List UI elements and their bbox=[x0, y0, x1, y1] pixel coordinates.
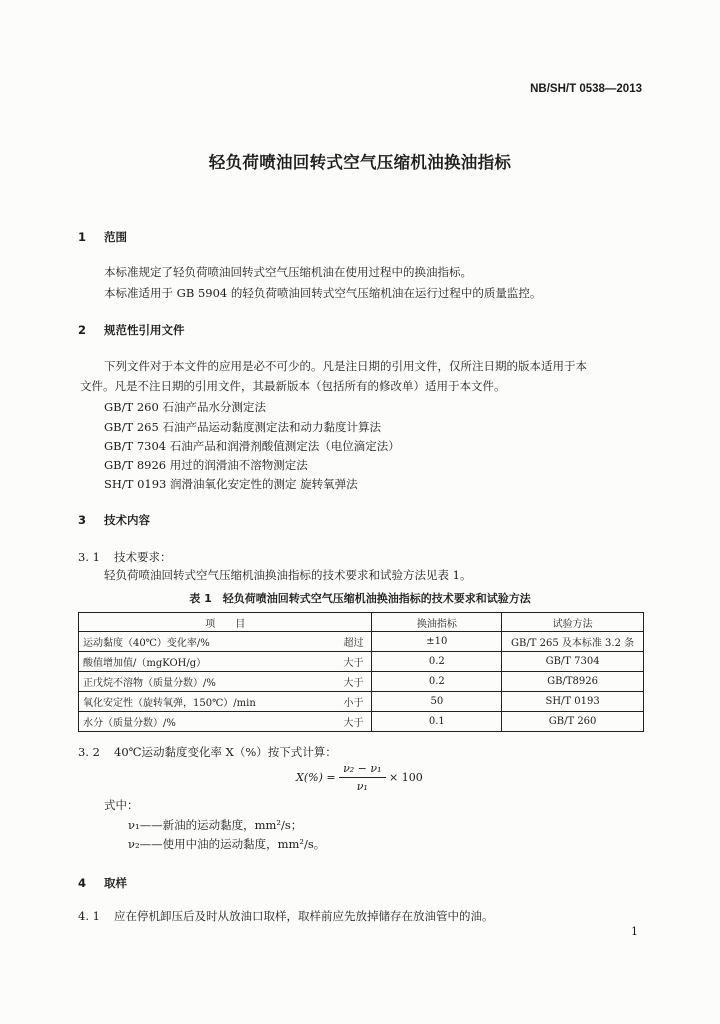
section-3-heading bbox=[78, 512, 150, 528]
table-header-row bbox=[79, 613, 644, 632]
cell-comparator: 大于 bbox=[312, 652, 372, 672]
where-label: 式中： bbox=[104, 798, 139, 812]
reference-item: GB/T 260 石油产品水分测定法 bbox=[104, 400, 266, 414]
subsection-number: 3. 1 bbox=[78, 550, 100, 564]
formula-lhs: X(%) = bbox=[296, 771, 336, 784]
cell-limit: ±10 bbox=[372, 632, 502, 652]
section-title: 规范性引用文件 bbox=[104, 323, 185, 337]
standard-code: NB/SH/T 0538—2013 bbox=[530, 83, 642, 95]
subsection-text: 40℃运动黏度变化率 X（%）按下式计算： bbox=[114, 745, 337, 759]
section-4-heading bbox=[78, 875, 127, 891]
subsection-3-1 bbox=[78, 549, 172, 565]
section-title: 范围 bbox=[104, 230, 127, 244]
cell-comparator: 超过 bbox=[312, 632, 372, 652]
cell-item: 正戊烷不溶物（质量分数）/% bbox=[79, 672, 313, 692]
table-row bbox=[79, 652, 644, 672]
section-2-heading bbox=[78, 322, 185, 338]
section-title: 取样 bbox=[104, 876, 127, 890]
section-number: 2 bbox=[78, 323, 87, 337]
page-number: 1 bbox=[631, 925, 638, 938]
table-row bbox=[79, 632, 644, 652]
subsection-number: 4. 1 bbox=[78, 909, 100, 923]
formula-fraction bbox=[339, 762, 385, 793]
cell-method: SH/T 0193 bbox=[502, 692, 644, 712]
table-caption: 表 1 轻负荷喷油回转式空气压缩机油换油指标的技术要求和试验方法 bbox=[189, 592, 531, 605]
formula-multiplier: × 100 bbox=[389, 771, 423, 784]
paragraph: 文件。凡是不注日期的引用文件，其最新版本（包括所有的修改单）适用于本文件。 bbox=[80, 379, 506, 393]
paragraph: 本标准适用于 GB 5904 的轻负荷喷油回转式空气压缩机油在运行过程中的质量监控。 bbox=[104, 286, 542, 300]
formula-numerator: ν₂ − ν₁ bbox=[339, 762, 385, 778]
table-row bbox=[79, 672, 644, 692]
cell-item: 酸值增加值/（mgKOH/g） bbox=[79, 652, 313, 672]
cell-method: GB/T 7304 bbox=[502, 652, 644, 672]
cell-method: GB/T 265 及本标准 3.2 条 bbox=[502, 632, 644, 652]
paragraph: 下列文件对于本文件的应用是必不可少的。凡是注日期的引用文件，仅所注日期的版本适用于本 bbox=[104, 359, 587, 373]
subsection-3-2 bbox=[78, 744, 337, 760]
reference-item: GB/T 7304 石油产品和润滑剂酸值测定法（电位滴定法） bbox=[104, 439, 400, 453]
reference-item: GB/T 265 石油产品运动黏度测定法和动力黏度计算法 bbox=[104, 420, 381, 434]
table-row bbox=[79, 692, 644, 712]
cell-limit: 0.2 bbox=[372, 652, 502, 672]
spec-table bbox=[78, 612, 644, 732]
cell-item: 运动黏度（40℃）变化率/% bbox=[79, 632, 313, 652]
formula-denominator: ν₁ bbox=[356, 780, 368, 793]
subsection-4-1 bbox=[78, 908, 494, 924]
cell-comparator: 大于 bbox=[312, 672, 372, 692]
subsection-number: 3. 2 bbox=[78, 745, 100, 759]
cell-comparator: 小于 bbox=[312, 692, 372, 712]
section-title: 技术内容 bbox=[104, 513, 150, 527]
paragraph: 本标准规定了轻负荷喷油回转式空气压缩机油在使用过程中的换油指标。 bbox=[104, 265, 472, 279]
reference-item: GB/T 8926 用过的润滑油不溶物测定法 bbox=[104, 458, 308, 472]
cell-method: GB/T8926 bbox=[502, 672, 644, 692]
reference-item: SH/T 0193 润滑油氧化安定性的测定 旋转氧弹法 bbox=[104, 477, 358, 491]
subsection-text: 应在停机卸压后及时从放油口取样，取样前应先放掉储存在放油管中的油。 bbox=[114, 909, 494, 923]
header-item: 项 目 bbox=[79, 613, 372, 632]
document-title: 轻负荷喷油回转式空气压缩机油换油指标 bbox=[208, 153, 512, 172]
cell-comparator: 大于 bbox=[312, 712, 372, 732]
cell-limit: 0.1 bbox=[372, 712, 502, 732]
variable-definition: ν₁——新油的运动黏度，mm²/s； bbox=[128, 818, 303, 832]
header-method: 试验方法 bbox=[502, 613, 644, 632]
header-limit: 换油指标 bbox=[372, 613, 502, 632]
cell-item: 水分（质量分数）/% bbox=[79, 712, 313, 732]
table-row bbox=[79, 712, 644, 732]
formula bbox=[296, 762, 423, 793]
section-1-heading bbox=[78, 229, 127, 245]
section-number: 4 bbox=[78, 876, 87, 890]
cell-method: GB/T 260 bbox=[502, 712, 644, 732]
section-number: 3 bbox=[78, 513, 87, 527]
cell-item: 氧化安定性（旋转氧弹，150℃）/min bbox=[79, 692, 313, 712]
variable-definition: ν₂——使用中油的运动黏度，mm²/s。 bbox=[128, 837, 326, 851]
paragraph: 轻负荷喷油回转式空气压缩机油换油指标的技术要求和试验方法见表 1。 bbox=[104, 568, 472, 582]
section-number: 1 bbox=[78, 230, 87, 244]
subsection-title: 技术要求： bbox=[114, 550, 172, 564]
cell-limit: 0.2 bbox=[372, 672, 502, 692]
cell-limit: 50 bbox=[372, 692, 502, 712]
